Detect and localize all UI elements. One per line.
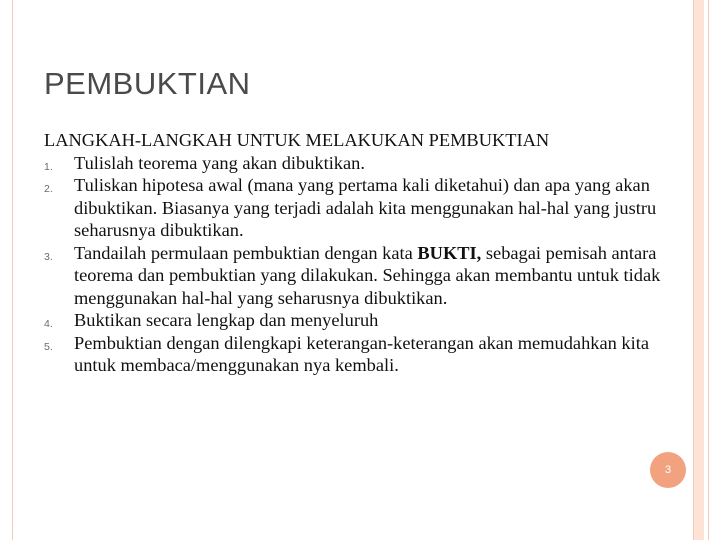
step-text: Tuliskan hipotesa awal (mana yang pertama kali diketahui) dan apa yang akan dibuktikan. Biasanya yang terjadi adalah kita menggunakan hal-hal yang justru seharusnya dibuktikan. bbox=[74, 175, 657, 240]
step-text: Tulislah teorema yang akan dibuktikan. bbox=[74, 152, 365, 173]
page-number: 3 bbox=[664, 464, 672, 476]
step-item-1 bbox=[44, 152, 684, 175]
slide-title: PEMBUKTIAN bbox=[44, 66, 251, 101]
page-number-badge bbox=[650, 452, 686, 488]
step-bold-keyword: BUKTI, bbox=[417, 242, 482, 263]
step-text-after: sebagai pemisah antara teorema dan pembuktian yang dilakukan. Sehingga akan membantu untuk tidak menggunakan hal-hal yang seharusnya dibuktikan. bbox=[74, 242, 661, 308]
section-heading: LANGKAH-LANGKAH UNTUK MELAKUKAN PEMBUKTIAN bbox=[44, 130, 550, 150]
slide-content bbox=[44, 129, 684, 377]
step-number: 4. bbox=[44, 318, 53, 330]
step-item-4 bbox=[44, 309, 684, 332]
steps-list bbox=[44, 152, 684, 377]
step-number: 2. bbox=[44, 183, 53, 195]
step-number: 5. bbox=[44, 340, 53, 353]
step-text: Buktikan secara lengkap dan menyeluruh bbox=[74, 310, 379, 330]
step-item-2 bbox=[44, 174, 684, 242]
step-number: 1. bbox=[44, 160, 53, 173]
decorative-side-line bbox=[708, 0, 709, 540]
decorative-side-band bbox=[694, 0, 704, 540]
step-item-5 bbox=[44, 332, 684, 377]
step-number: 3. bbox=[44, 250, 53, 263]
step-text: Pembuktian dengan dilengkapi keterangan-keterangan akan memudahkan kita untuk membaca/menggunakan nya kembali. bbox=[74, 332, 650, 375]
step-item-3 bbox=[44, 242, 684, 310]
step-text-before: Tandailah permulaan pembuktian dengan kata bbox=[74, 242, 418, 263]
